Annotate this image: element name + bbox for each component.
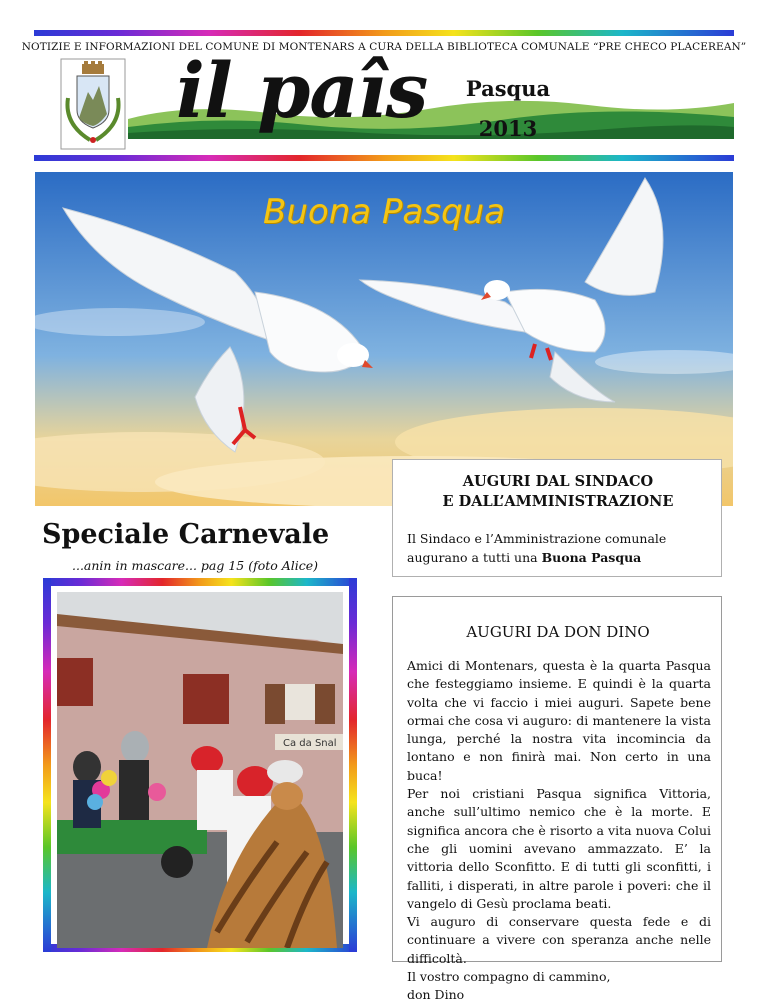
issue-year: 2013 xyxy=(478,116,538,141)
sindaco-text xyxy=(407,529,711,567)
sindaco-title-line1: AUGURI DAL SINDACO xyxy=(462,473,654,490)
carnival-photo xyxy=(57,592,343,948)
frame-right xyxy=(349,578,357,952)
carnival-scene xyxy=(57,592,343,948)
rainbow-bar-top xyxy=(34,30,734,36)
sindaco-title-line2: E DALL’AMMINISTRAZIONE xyxy=(442,493,674,510)
dino-title: AUGURI DA DON DINO xyxy=(466,623,650,641)
sindaco-greeting-box xyxy=(392,459,722,577)
sindaco-title xyxy=(393,472,723,512)
frame-left xyxy=(43,578,51,952)
dino-paragraph: Vi auguro di conservare questa fede e di continuare a vivere con speranza anche nelle difficoltà. xyxy=(407,914,711,966)
dino-greeting-box xyxy=(392,596,722,1003)
dino-text xyxy=(407,657,711,1005)
frame-top xyxy=(43,578,357,586)
dino-signoff: Il vostro compagno di cammino, xyxy=(407,969,611,985)
header-note: NOTIZIE E INFORMAZIONI DEL COMUNE DI MONTENARS A CURA DELLA BIBLIOTECA COMUNALE “PRE CHECO PLACEREAN” xyxy=(21,41,747,53)
dino-paragraph: Amici di Montenars, questa è la quarta Pasqua che festeggiamo insieme. E quindi è la quarta volta che vi faccio i miei auguri. Sapete bene ormai che cosa vi auguro: di mantenere la vista lunga, perché la nostra vita incomincia da lontano e non finirà mai. Non certo in una buca! xyxy=(407,658,711,783)
hero-title: Buona Pasqua xyxy=(263,192,505,232)
rainbow-bar-bottom xyxy=(34,155,734,161)
dino-paragraph: Per noi cristiani Pasqua significa Vittoria, anche sull’ultimo nemico che è la morte. E significa ancora che è risorto a vita nuova Colui che gli uomini avevano ammazzato. E’ la vittoria dello Sconfitto. E di tutti gli sconfitti, i falliti, i disperati, in altre parole i poveri: che il vangelo di Gesù proclama beati. xyxy=(407,786,711,911)
carnevale-caption: ...anin in mascare... pag 15 (foto Alice) xyxy=(72,558,319,573)
photo-sign: Ca da Snal xyxy=(283,738,337,749)
coat-of-arms-icon xyxy=(60,58,126,150)
sindaco-message: Il Sindaco e l’Amministrazione comunale augurano a tutti una xyxy=(407,531,667,565)
issue-season: Pasqua xyxy=(465,76,551,101)
hero-image xyxy=(35,172,733,506)
carnevale-title: Speciale Carnevale xyxy=(42,519,330,550)
dino-signature: don Dino xyxy=(407,987,465,1003)
masthead-title: il paîs xyxy=(176,46,428,135)
sindaco-highlight: Buona Pasqua xyxy=(541,550,642,565)
